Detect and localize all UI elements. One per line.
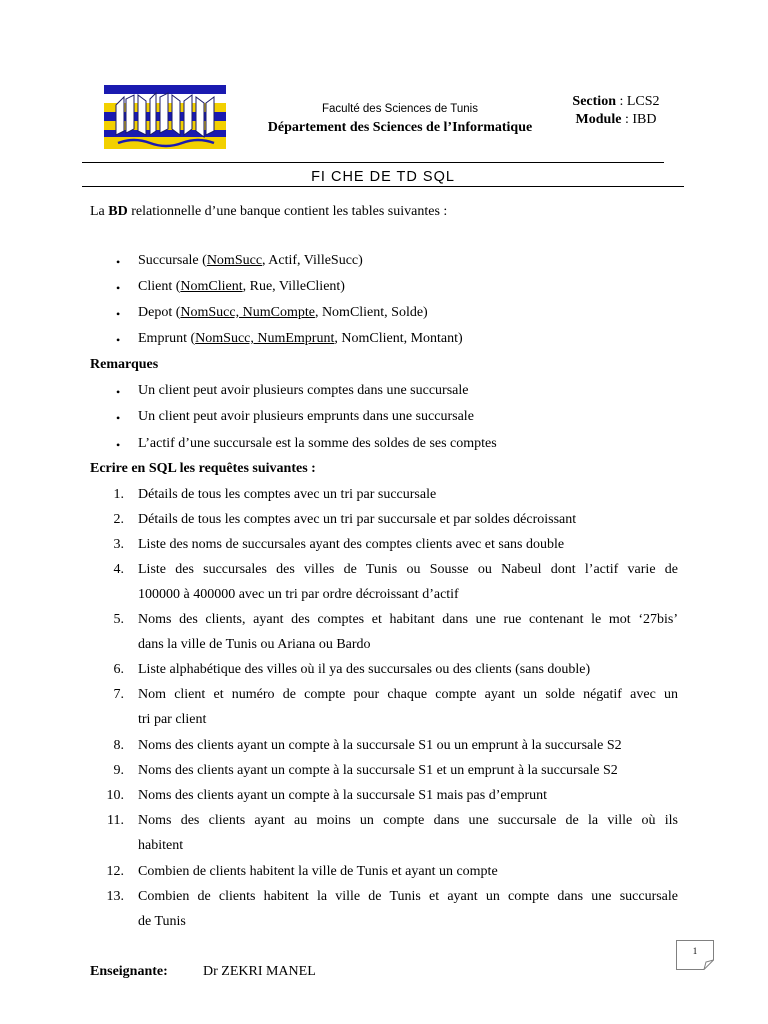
query-number: 9.: [113, 763, 124, 778]
query-line: de Tunis: [138, 914, 186, 929]
query-line: Noms des clients ayant un compte à la succursale S1 mais pas d’emprunt: [138, 788, 548, 803]
query-line: Combien de clients habitent la ville de Tunis et ayant un compte dans une succursale: [138, 889, 678, 904]
remark-item: L’actif d’une succursale est la somme des soldes de ses comptes: [138, 436, 497, 451]
remarks-title: Remarques: [90, 357, 159, 372]
section-label: Section: [572, 94, 616, 109]
intro-before: La: [90, 204, 109, 219]
bullet: •: [116, 385, 121, 399]
table-item: Succursale (NomSucc, Actif, VilleSucc): [138, 253, 363, 268]
module-value: : IBD: [621, 112, 657, 127]
query-line: 100000 à 400000 avec un tri par ordre décroissant d’actif: [138, 587, 459, 602]
bullet: •: [116, 281, 121, 295]
section-module-block: [560, 93, 672, 129]
query-line: dans la ville de Tunis ou Ariana ou Bardo: [138, 637, 371, 652]
query-number: 2.: [113, 512, 124, 527]
bullet: •: [116, 438, 121, 452]
teacher-name: Dr ZEKRI MANEL: [203, 964, 316, 979]
query-number: 4.: [113, 562, 124, 577]
remark-item: Un client peut avoir plusieurs emprunts dans une succursale: [138, 409, 474, 424]
query-number: 6.: [113, 662, 124, 677]
query-line: Liste alphabétique des villes où il ya des succursales ou des clients (sans double): [138, 662, 591, 677]
page-number: 1: [692, 946, 698, 956]
queries-title: Ecrire en SQL les requêtes suivantes :: [90, 461, 316, 476]
query-line: Noms des clients ayant au moins un compte dans une succursale de la ville où ils: [138, 813, 678, 828]
module-label: Module: [575, 112, 622, 127]
header-divider: [82, 162, 664, 163]
query-line: Détails de tous les comptes avec un tri par succursale et par soldes décroissant: [138, 512, 577, 527]
faculty-logo: [104, 85, 226, 149]
title-divider: [82, 186, 684, 187]
query-line: Noms des clients, ayant des comptes et habitant dans une rue contenant le mot ‘27bis’: [138, 612, 678, 627]
footer-label: Enseignante:: [90, 964, 168, 979]
intro-bold: BD: [108, 204, 128, 219]
table-item: Client (NomClient, Rue, VilleClient): [138, 279, 345, 294]
query-number: 7.: [113, 687, 124, 702]
query-number: 3.: [113, 537, 124, 552]
query-line: Liste des succursales des villes de Tunis ou Sousse ou Nabeul dont l’actif varie de: [138, 562, 678, 577]
query-number: 8.: [113, 738, 124, 753]
query-number: 13.: [106, 889, 124, 904]
page-title: FI CHE DE TD SQL: [311, 169, 455, 185]
query-number: 11.: [107, 813, 124, 828]
bullet: •: [116, 411, 121, 425]
table-item: Emprunt (NomSucc, NumEmprunt, NomClient, Montant): [138, 331, 463, 346]
query-line: Détails de tous les comptes avec un tri par succursale: [138, 487, 437, 502]
faculty-name: Faculté des Sciences de Tunis: [322, 103, 478, 115]
department-name: Département des Sciences de l’Informatique: [267, 120, 533, 135]
section-value: : LCS2: [615, 94, 660, 109]
query-number: 1.: [113, 487, 124, 502]
intro-text: [90, 204, 447, 220]
query-number: 12.: [106, 864, 124, 879]
query-line: Combien de clients habitent la ville de Tunis et ayant un compte: [138, 864, 498, 879]
bullet: •: [116, 333, 121, 347]
query-line: Liste des noms de succursales ayant des comptes clients avec et sans double: [138, 537, 565, 552]
intro-after: relationnelle d’une banque contient les tables suivantes :: [127, 204, 448, 219]
remark-item: Un client peut avoir plusieurs comptes dans une succursale: [138, 383, 469, 398]
query-line: Noms des clients ayant un compte à la succursale S1 ou un emprunt à la succursale S2: [138, 738, 622, 753]
bullet: •: [116, 255, 121, 269]
query-line: Noms des clients ayant un compte à la succursale S1 et un emprunt à la succursale S2: [138, 763, 618, 778]
query-line: habitent: [138, 838, 184, 853]
table-item: Depot (NomSucc, NumCompte, NomClient, Solde): [138, 305, 428, 320]
bullet: •: [116, 307, 121, 321]
query-line: Nom client et numéro de compte pour chaque compte ayant un solde négatif avec un: [138, 687, 678, 702]
query-number: 10.: [106, 788, 124, 803]
query-line: tri par client: [138, 712, 207, 727]
query-number: 5.: [113, 612, 124, 627]
